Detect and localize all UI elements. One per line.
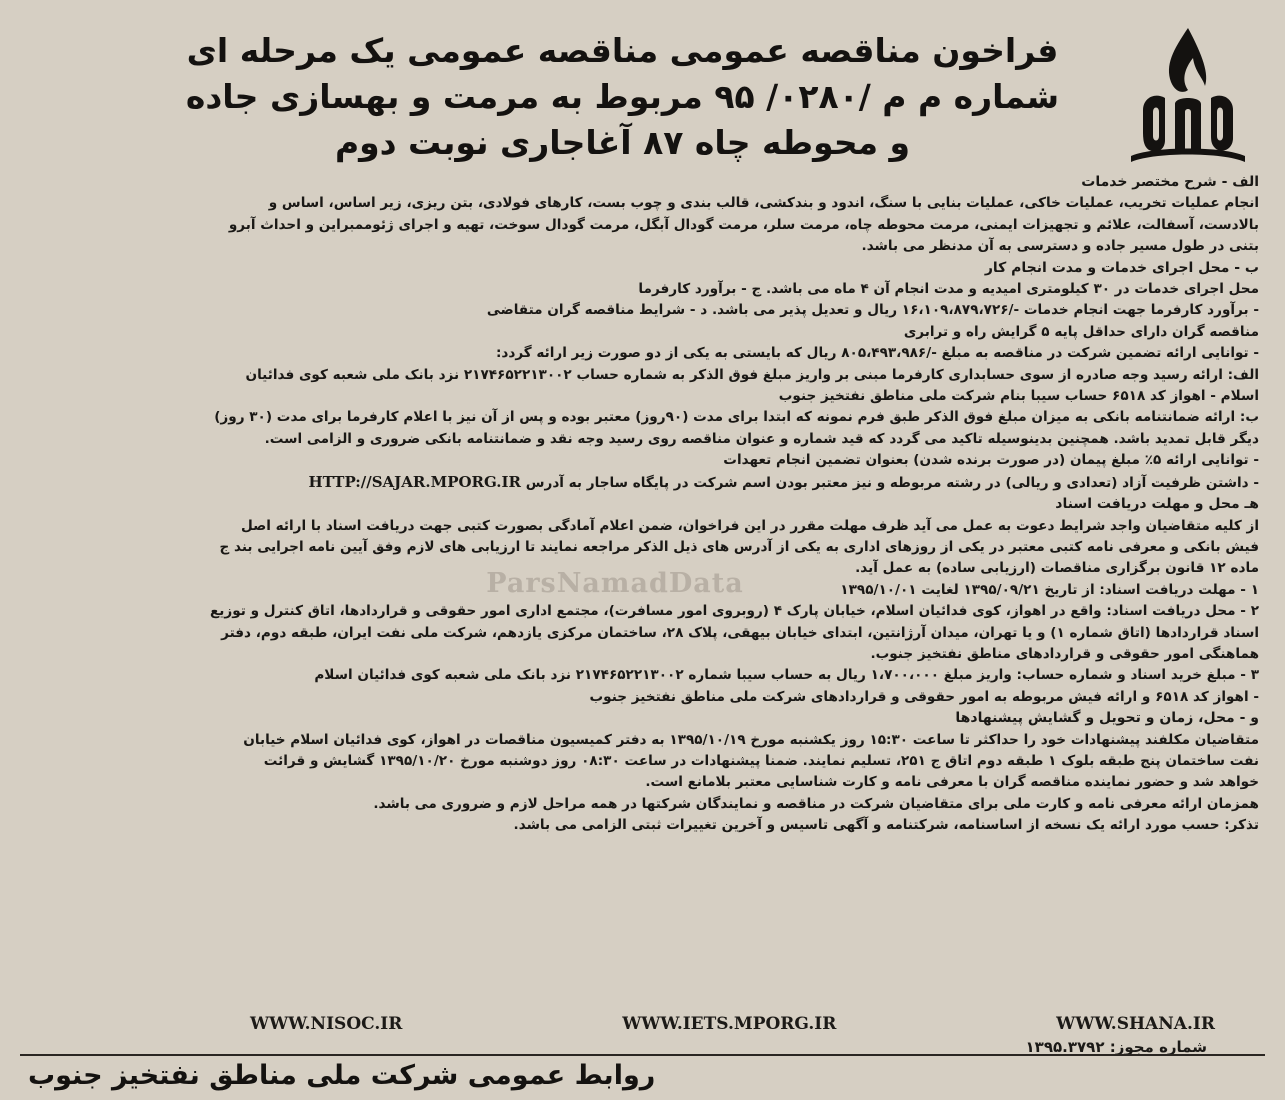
nisoc-link[interactable]: WWW.NISOC.IR [250, 1014, 403, 1034]
footer-signature [20, 1054, 1265, 1091]
section-heading: و - محل، زمان و تحویل و گشایش پیشنهادها [955, 710, 1259, 727]
advert-headline [140, 28, 1105, 166]
sajar-url-link[interactable]: HTTP://SAJAR.MPORG.IR [308, 472, 521, 491]
body-line: ۳ - مبلغ خرید اسناد و شماره حساب: واریز مبلغ ۱،۷۰۰،۰۰۰ ریال به حساب سیبا شماره ۲۱۷۴۶۵۲۲۱۳۰۰۲ نزد بانک ملی شعبه کوی فدائیان اسلام [314, 667, 1259, 684]
body-line: انجام عملیات تخریب، عملیات خاکی، عملیات بنایی با سنگ، اندود و بندکشی، قالب بندی و چوب بست، کارهای فولادی، بتن ریزی، زیر اساس، اساس و [268, 195, 1259, 212]
body-line: اسلام - اهواز کد ۶۵۱۸ حساب سیبا بنام شرکت ملی مناطق نفتخیز جنوب [778, 388, 1259, 405]
headline-line-2: شماره م م /۰۲۸۰/ ۹۵ مربوط به مرمت و بهسازی جاده [185, 77, 1060, 116]
section-heading: الف - شرح مختصر خدمات [1081, 174, 1259, 190]
body-line: بتنی در طول مسیر جاده و دسترسی به آن مدنظر می باشد. [861, 238, 1259, 255]
section-heading: ب - محل اجرای خدمات و مدت انجام کار [984, 259, 1259, 276]
body-line: ماده ۱۲ قانون برگزاری مناقصات (ارزیابی ساده) به عمل آید. [855, 560, 1259, 577]
public-relations-signature: روابط عمومی شرکت ملی مناطق نفتخیز جنوب [28, 1060, 656, 1091]
body-line: ۱ - مهلت دریافت اسناد: از تاریخ ۱۳۹۵/۰۹/۲۱ لغایت ۱۳۹۵/۱۰/۰۱ [840, 581, 1259, 598]
body-line: خواهد شد و حضور نماینده مناقصه گران با معرفی نامه و کارت شناسایی معتبر بلامانع است. [645, 774, 1259, 791]
body-line: تذکر: حسب مورد ارائه یک نسخه از اساسنامه، شرکتنامه و آگهی تاسیس و آخرین تغییرات ثبتی الزامی می باشد. [513, 817, 1259, 834]
body-line: دیگر قابل تمدید باشد. همچنین بدینوسیله تاکید می گردد که قید شماره و عنوان مناقصه روی رسید وجه نقد و ضمانتنامه بانکی ضروری و الزامی است. [264, 430, 1259, 447]
body-line: نفت ساختمان پنج طبقه بلوک ۱ طبقه دوم اتاق ج ۲۵۱، تسلیم نمایند. ضمنا پیشنهادات در ساعت ۰۸:۳۰ روز دوشنبه مورخ ۱۳۹۵/۱۰/۲۰ گشایش و قرائت [263, 752, 1259, 769]
body-line: فیش بانکی و معرفی نامه کتبی معتبر در یکی از روزهای اداری به یکی از آدرس های ذیل الذکر مراجعه نمایند تا ارزیابی های لازم وفق آیین نامه اجرایی بند ج [219, 538, 1259, 555]
iets-link[interactable]: WWW.IETS.MPORG.IR [622, 1014, 837, 1034]
body-line: - اهواز کد ۶۵۱۸ و ارائه فیش مربوطه به امور حقوقی و قراردادهای شرکت ملی مناطق نفتخیز جنوب [589, 688, 1259, 705]
body-line: همزمان ارائه معرفی نامه و کارت ملی برای متقاضیان شرکت در مناقصه و نمایندگان شرکتها در همه مراحل لازم و ضروری می باشد. [373, 795, 1259, 812]
watermark: ParsNamadData [486, 568, 744, 599]
section-heading: هـ محل و مهلت دریافت اسناد [1055, 496, 1259, 513]
body-line: - توانایی ارائه تضمین شرکت در مناقصه به مبلغ -/۸۰۵،۴۹۳،۹۸۶ ریال که بایستی به یکی از دو صورت زیر ارائه گردد: [495, 345, 1259, 362]
headline-line-3: و محوطه چاه ۸۷ آغاجاری نوبت دوم [334, 123, 911, 162]
body-line: محل اجرای خدمات در ۳۰ کیلومتری امیدیه و مدت انجام آن ۴ ماه می باشد. ج - برآورد کارفرما [638, 281, 1259, 298]
body-line: متقاضیان مکلفند پیشنهادات خود را حداکثر تا ساعت ۱۵:۳۰ روز یکشنبه مورخ ۱۳۹۵/۱۰/۱۹ به دفتر کمیسیون مناقصات در اهواز، کوی فدائیان اسلام خیابان [243, 731, 1259, 748]
body-line-sajar [22, 472, 1259, 494]
body-line: ۲ - محل دریافت اسناد: واقع در اهواز، کوی فدائیان اسلام، خیابان پارک ۴ (روبروی امور مسافرت)، مجتمع اداری امور حقوقی و قراردادها، اتاق کنترل و توزیع [210, 603, 1259, 620]
body-line: - توانایی ارائه ۵٪ مبلغ پیمان (در صورت برنده شدن) بعنوان تضمین انجام تعهدات [723, 452, 1259, 469]
body-line: اسناد قراردادها (اتاق شماره ۱) و یا تهران، میدان آرژانتین، ابتدای خیابان بیهقی، پلاک ۲۸، ساختمان مرکزی یازدهم، شرکت ملی نفت ایران، طبقه دوم، دفتر [221, 624, 1259, 641]
body-line: الف: ارائه رسید وجه صادره از سوی حسابداری کارفرما مبنی بر واریز مبلغ فوق الذکر به شماره حساب ۲۱۷۴۶۵۲۲۱۳۰۰۲ نزد بانک ملی شعبه کوی فدائیان [245, 366, 1259, 383]
sajar-text: - داشتن ظرفیت آزاد (تعدادی و ریالی) در رشته مربوطه و نیز معتبر بودن اسم شرکت در پایگاه ساجار به آدرس [525, 474, 1259, 491]
body-line: از کلیه متقاضیان واجد شرایط دعوت به عمل می آید ظرف مهلت مقرر در این فراخوان، ضمن اعلام آمادگی بصورت کتبی جهت دریافت اسناد با ارائه اصل [240, 517, 1259, 534]
advert-body [22, 172, 1259, 837]
shana-link[interactable]: WWW.SHANA.IR [1056, 1014, 1215, 1034]
nioc-flame-logo-icon [1113, 20, 1263, 170]
headline-line-1: فراخون مناقصه عمومی مناقصه عمومی یک مرحله ای [186, 31, 1059, 70]
body-line: - برآورد کارفرما جهت انجام خدمات -/۱۶،۱۰۹،۸۷۹،۷۲۶ ریال و تعدیل پذیر می باشد. د - شرایط مناقصه گران متقاضی [486, 302, 1259, 319]
body-line: بالادست، آسفالت، علائم و تجهیزات ایمنی، مرمت محوطه چاه، مرمت سلر، مرمت گودال آبگل، مرمت گودال سوخت، تهیه و اجرای ژئوممبراین و احداث آبرو [228, 216, 1259, 233]
permit-number: شماره مجوز: ۱۳۹۵.۳۷۹۲ [1025, 1038, 1207, 1056]
body-line: مناقصه گران دارای حداقل پایه ۵ گرایش راه و ترابری [903, 323, 1259, 340]
body-line: ب: ارائه ضمانتنامه بانکی به میزان مبلغ فوق الذکر طبق فرم نمونه که ابتدا برای مدت (۹۰روز) معتبر بوده و پس از آن نیز با اعلام کارفرما برای مدت (۳۰ روز) [214, 409, 1259, 426]
website-links [250, 1014, 1215, 1034]
body-line: هماهنگی امور حقوقی و قراردادهای مناطق نفتخیز جنوب. [870, 645, 1259, 662]
